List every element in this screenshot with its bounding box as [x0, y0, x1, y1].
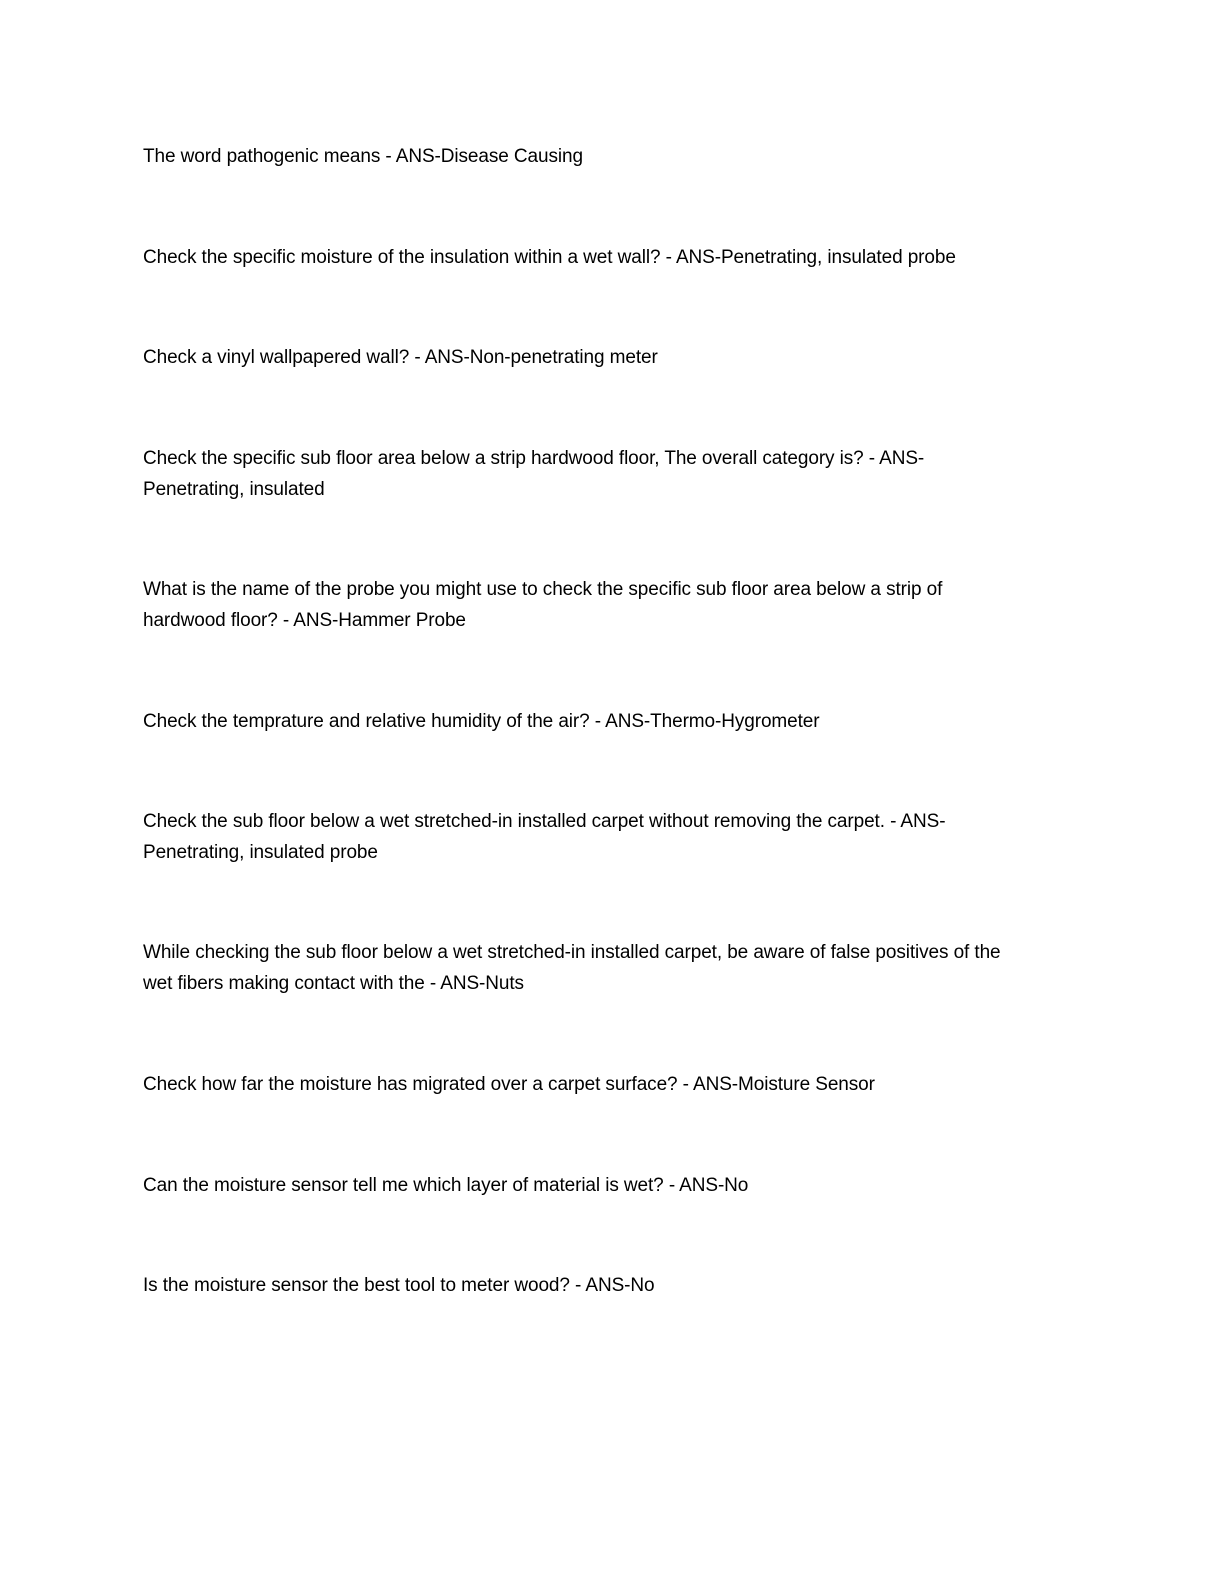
qa-item-moisture-migration: [143, 1069, 1083, 1100]
qa-line: Can the moisture sensor tell me which layer of material is wet? - ANS-No: [143, 1175, 749, 1196]
qa-item-false-positives: [143, 937, 1083, 999]
qa-line: Check the temprature and relative humidity of the air? - ANS-Thermo-Hygrometer: [143, 711, 820, 732]
qa-line: The word pathogenic means - ANS-Disease Causing: [143, 146, 583, 167]
qa-item-temperature-humidity: [143, 706, 1083, 737]
qa-line: Penetrating, insulated: [143, 479, 325, 500]
qa-item-carpet-subfloor: [143, 806, 1083, 868]
qa-item-vinyl-wallpaper: [143, 342, 1083, 373]
qa-line: While checking the sub floor below a wet stretched-in installed carpet, be aware of false positives of the: [143, 942, 1001, 963]
qa-line: Is the moisture sensor the best tool to meter wood? - ANS-No: [143, 1275, 655, 1296]
qa-line: What is the name of the probe you might use to check the specific sub floor area below a strip of: [143, 579, 943, 600]
qa-line: hardwood floor? - ANS-Hammer Probe: [143, 610, 466, 631]
qa-line: Check how far the moisture has migrated over a carpet surface? - ANS-Moisture Sensor: [143, 1074, 875, 1095]
qa-item-probe-name: [143, 574, 1083, 636]
qa-item-insulation-moisture: [143, 242, 1083, 273]
qa-line: Check the specific moisture of the insulation within a wet wall? - ANS-Penetrating, insulated probe: [143, 247, 956, 268]
qa-line: Penetrating, insulated probe: [143, 842, 378, 863]
qa-line: Check the sub floor below a wet stretched-in installed carpet without removing the carpet. - ANS-: [143, 811, 946, 832]
qa-item-sensor-wood: [143, 1270, 1083, 1301]
qa-item-sensor-layer: [143, 1170, 1083, 1201]
qa-line: Check a vinyl wallpapered wall? - ANS-Non-penetrating meter: [143, 347, 658, 368]
qa-item-pathogenic: [143, 141, 1083, 172]
qa-line: Check the specific sub floor area below a strip hardwood floor, The overall category is? - ANS-: [143, 448, 925, 469]
qa-line: wet fibers making contact with the - ANS-Nuts: [143, 973, 524, 994]
qa-item-subfloor-category: [143, 443, 1083, 505]
